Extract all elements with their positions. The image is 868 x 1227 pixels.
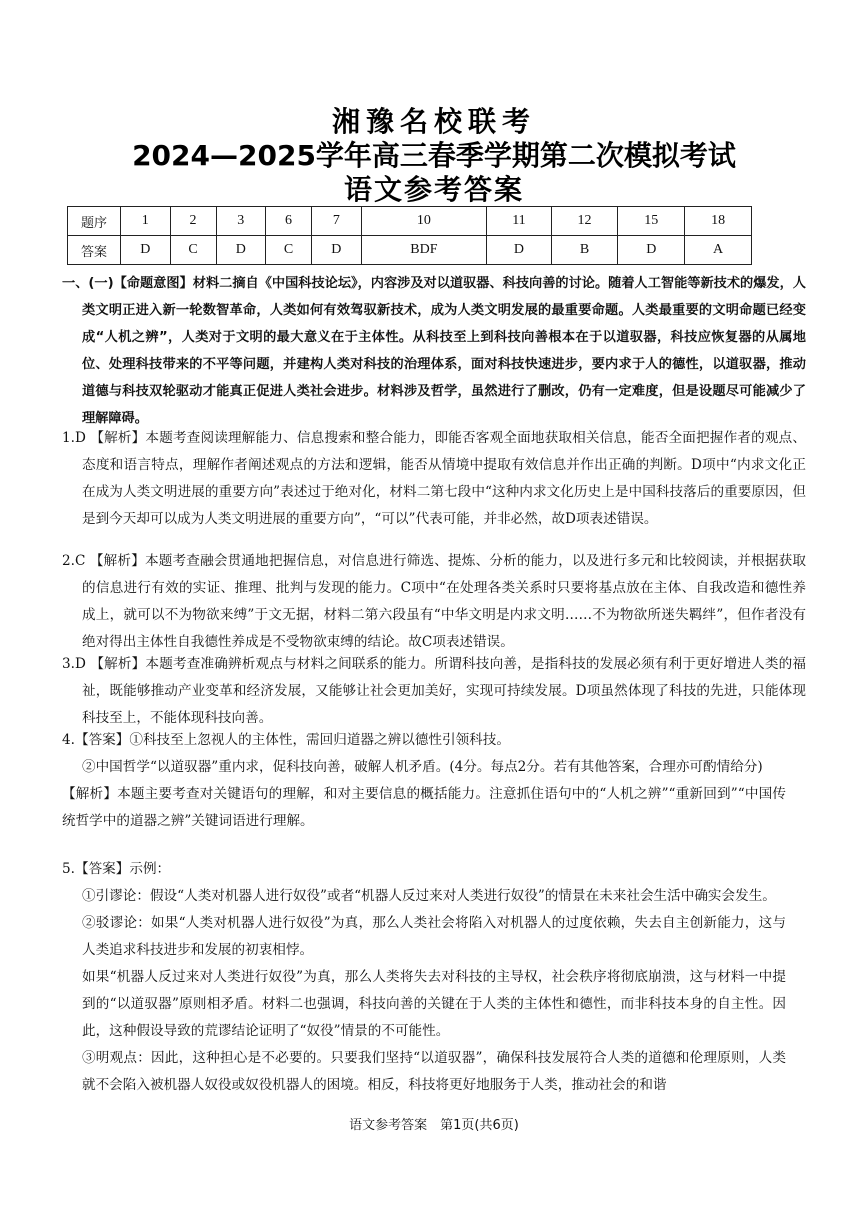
q4-answer-line2: ②中国哲学“以道驭器”重内求，促科技向善，破解人机矛盾。(4分。每点2分。若有其他答案，合理亦可酌情给分) xyxy=(82,759,763,775)
section-intent-paragraph: 一、(一)【命题意图】材料二摘自《中国科技论坛》，内容涉及对以道驭器、科技向善的讨论。随着人工智能等新技术的爆发，人类文明正进入新一轮数智革命，人类如何有效驾驭新技术，成为人类文明发展的最重要命题。人类最重要的文明命题已经变成“人机之辨”，人类对于文明的最大意义在于主体性。从科技至上到科技向善根本在于以道驭器，科技应恢复器的从属地位、处理科技带来的不平等问题，并建构人类对科技的治理体系，面对科技快速进步，要内求于人的德性，以道驭器，推动道德与科技双轮驱动才能真正促进人类社会进步。材料涉及哲学，虽然进行了删改，仍有一定难度，但是设题尽可能减少了理解障碍。 xyxy=(62,276,806,426)
answer-table xyxy=(67,206,752,265)
row-label-question: 题序 xyxy=(68,207,121,236)
q4-answer-line1: 4.【答案】①科技至上忽视人的主体性，需回归道器之辨以德性引领科技。 xyxy=(62,732,510,748)
answer-cell: D xyxy=(216,236,266,265)
answer-key-title: 语文参考答案 xyxy=(343,173,524,206)
q4-analysis: 【解析】本题主要考查对关键语句的理解，和对主要信息的概括能力。注意抓住语句中的“人机之辨”“重新回到”“中国传统哲学中的道器之辨”关键词语进行理解。 xyxy=(62,786,786,829)
answer-cell: D xyxy=(312,236,362,265)
answer-cell: C xyxy=(266,236,312,265)
answer-cell: D xyxy=(121,236,171,265)
q5-point-1: ①引谬论：假设“人类对机器人进行奴役”或者“机器人反过来对人类进行奴役”的情景在未来社会生活中确实会发生。 xyxy=(82,888,776,904)
question-cell: 18 xyxy=(685,207,752,236)
q1-explanation: 1.D 【解析】本题考查阅读理解能力、信息搜索和整合能力，即能否客观全面地获取相关信息，能否全面把握作者的观点、态度和语言特点，理解作者阐述观点的方法和逻辑，能否从情境中提取有效信息并作出正确的判断。D项中“内求文化正在成为人类文明进展的重要方向”表述过于绝对化，材料二第七段中“这种内求文化历史上是中国科技落后的重要原因，但是到今天却可以成为人类文明进展的重要方向”，“可以”代表可能，并非必然，故D项表述错误。 xyxy=(62,430,806,527)
question-cell: 3 xyxy=(216,207,266,236)
answer-cell: A xyxy=(685,236,752,265)
q5-section xyxy=(62,856,786,1099)
exam-title: 2024—2025学年高三春季学期第二次模拟考试 xyxy=(132,139,736,172)
page-footer: 语文参考答案 第1页(共6页) xyxy=(349,1118,519,1133)
exam-union-title: 湘豫名校联考 xyxy=(331,105,536,138)
question-cell: 12 xyxy=(551,207,618,236)
q5-point-2-continued: 如果“机器人反过来对人类进行奴役”为真，那么人类将失去对科技的主导权，社会秩序将彻底崩溃，这与材料一中提到的“以道驭器”原则相矛盾。材料二也强调，科技向善的关键在于人类的主体性和德性，而非科技本身的自主性。因此，这种假设导致的荒谬结论证明了“奴役”情景的不可能性。 xyxy=(82,969,786,1039)
row-label-answer: 答案 xyxy=(68,236,121,265)
question-cell: 6 xyxy=(266,207,312,236)
q5-answer-label: 5.【答案】示例： xyxy=(62,861,171,877)
question-cell: 1 xyxy=(121,207,171,236)
q2-explanation: 2.C 【解析】本题考查融会贯通地把握信息，对信息进行筛选、提炼、分析的能力，以及进行多元和比较阅读，并根据获取的信息进行有效的实证、推理、批判与发现的能力。C项中“在处理各类关系时只要将基点放在主体、自我改造和德性养成上，就可以不为物欲来缚”于文无据，材料二第六段虽有“中华文明是内求文明……不为物欲所迷失羁绊”，但作者没有绝对得出主体性自我德性养成是不受物欲束缚的结论。故C项表述错误。 xyxy=(62,553,806,650)
answer-cell: C xyxy=(170,236,216,265)
question-number-row xyxy=(68,207,752,236)
answer-cell: B xyxy=(551,236,618,265)
question-cell: 11 xyxy=(487,207,551,236)
q3-explanation: 3.D 【解析】本题考查准确辨析观点与材料之间联系的能力。所谓科技向善，是指科技的发展必须有利于更好增进人类的福祉，既能够推动产业变革和经济发展，又能够让社会更加美好，实现可持续发展。D项虽然体现了科技的先进，只能体现科技至上，不能体现科技向善。 xyxy=(62,656,806,726)
answer-cell: D xyxy=(618,236,685,265)
answer-cell: D xyxy=(487,236,551,265)
question-cell: 10 xyxy=(361,207,487,236)
answer-row xyxy=(68,236,752,265)
q5-point-3: ③明观点：因此，这种担心是不必要的。只要我们坚持“以道驭器”，确保科技发展符合人类的道德和伦理原则，人类就不会陷入被机器人奴役或奴役机器人的困境。相反，科技将更好地服务于人类，推动社会的和谐 xyxy=(82,1050,786,1093)
question-cell: 2 xyxy=(170,207,216,236)
question-cell: 15 xyxy=(618,207,685,236)
q4-section xyxy=(62,727,786,835)
question-cell: 7 xyxy=(312,207,362,236)
answer-cell: BDF xyxy=(361,236,487,265)
q5-point-2: ②驳谬论：如果“人类对机器人进行奴役”为真，那么人类社会将陷入对机器人的过度依赖，失去自主创新能力，这与人类追求科技进步和发展的初衷相悖。 xyxy=(82,915,786,958)
